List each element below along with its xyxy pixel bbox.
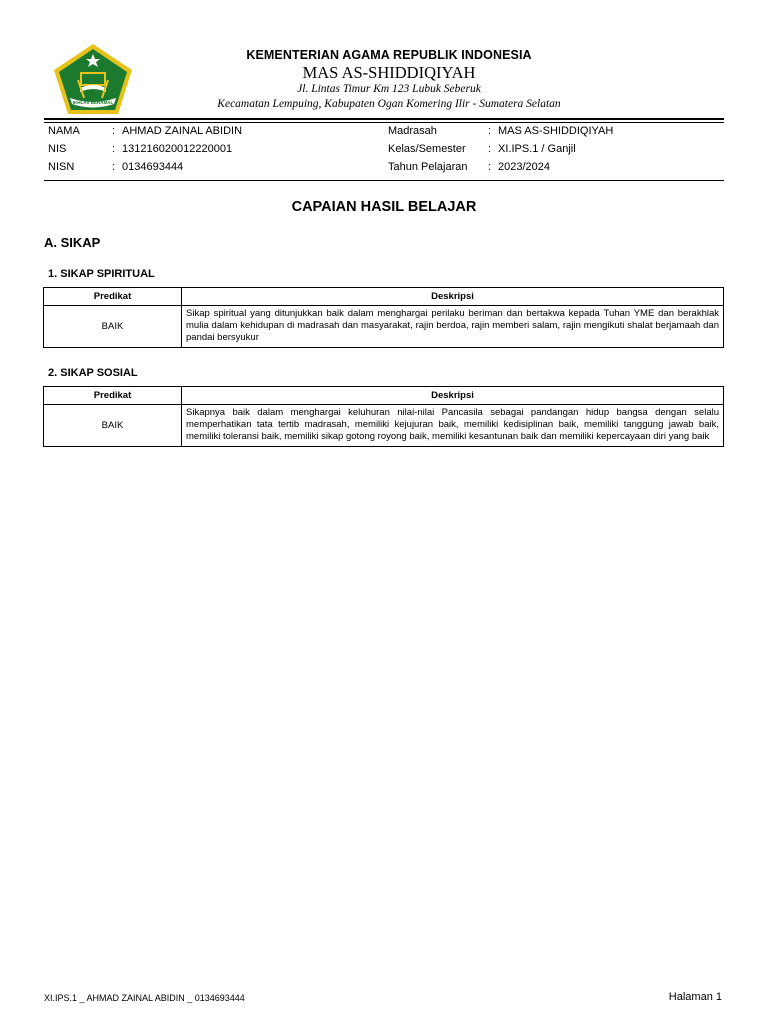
kelas-label: Kelas/Semester [388,143,466,155]
student-info-right [388,122,613,176]
table-header-row [44,387,724,405]
nisn-label: NISN [48,161,75,173]
colon: : [488,125,492,137]
sosial-table [43,386,724,447]
school-name: MAS AS-SHIDDIQIYAH [302,63,476,82]
footer-identifier: XI.IPS.1 _ AHMAD ZAINAL ABIDIN _ 0134693444 [44,993,245,1003]
colon: : [112,161,116,173]
kemenag-logo [50,42,136,116]
nama-label: NAMA [48,125,80,137]
student-info-left [48,122,242,176]
logo-motto: IKHLAS BERAMAL [72,100,114,105]
colon: : [488,161,492,173]
info-divider [44,180,724,181]
madrasah-label: Madrasah [388,125,437,137]
info-row-tahun [388,158,613,176]
colon: : [488,143,492,155]
predikat-cell: BAIK [44,405,182,447]
info-row-kelas [388,140,613,158]
subheading-sosial: 2. SIKAP SOSIAL [48,367,138,379]
nisn-value: 0134693444 [122,161,184,173]
section-heading-sikap: A. SIKAP [44,235,101,250]
madrasah-value: MAS AS-SHIDDIQIYAH [498,125,614,137]
nama-value: AHMAD ZAINAL ABIDIN [122,125,243,137]
deskripsi-cell: Sikap spiritual yang ditunjukkan baik dalam menghargai perilaku beriman dan bertakwa kepada Tuhan YME dan berakhlak mulia dalam kehidupan di madrasah dan masyarakat, rajin berdoa, rajin memberi salam, rajin mengikuti shalat berjamaah dan pandai bersyukur [182,306,724,348]
info-row-madrasah [388,122,613,140]
info-row-nis [48,140,242,158]
col-predikat: Predikat [44,387,182,405]
ministry-name: KEMENTERIAN AGAMA REPUBLIK INDONESIA [246,48,532,62]
nis-label: NIS [48,143,67,155]
colon: : [112,143,116,155]
colon: : [112,125,116,137]
letterhead [160,47,618,112]
col-deskripsi: Deskripsi [182,387,724,405]
table-row [44,405,724,447]
school-region: Kecamatan Lempuing, Kabupaten Ogan Komering Ilir - Sumatera Selatan [217,98,561,110]
deskripsi-cell: Sikapnya baik dalam menghargai keluhuran nilai-nilai Pancasila sebagai pandangan hidup bangsa dengan selalu memperhatikan tata tertib madrasah, memiliki kejujuran baik, memiliki kedisiplinan baik, memiliki tanggung jawab baik, memiliki toleransi baik, memiliki sikap gotong royong baik, memiliki kesantunan baik dan memiliki kepercayaan diri yang baik [182,405,724,447]
table-header-row [44,288,724,306]
col-deskripsi: Deskripsi [182,288,724,306]
nis-value: 131216020012220001 [122,143,233,155]
subheading-spiritual: 1. SIKAP SPIRITUAL [48,268,155,280]
info-row-nama [48,122,242,140]
tahun-value: 2023/2024 [498,161,550,173]
col-predikat: Predikat [44,288,182,306]
tahun-label: Tahun Pelajaran [388,161,468,173]
page-number: Halaman 1 [668,991,722,1003]
school-address: Jl. Lintas Timur Km 123 Lubuk Seberuk [297,83,481,95]
page-title: CAPAIAN HASIL BELAJAR [291,199,477,215]
table-row [44,306,724,348]
kelas-value: XI.IPS.1 / Ganjil [498,143,576,155]
spiritual-table [43,287,724,348]
predikat-cell: BAIK [44,306,182,348]
info-row-nisn [48,158,242,176]
